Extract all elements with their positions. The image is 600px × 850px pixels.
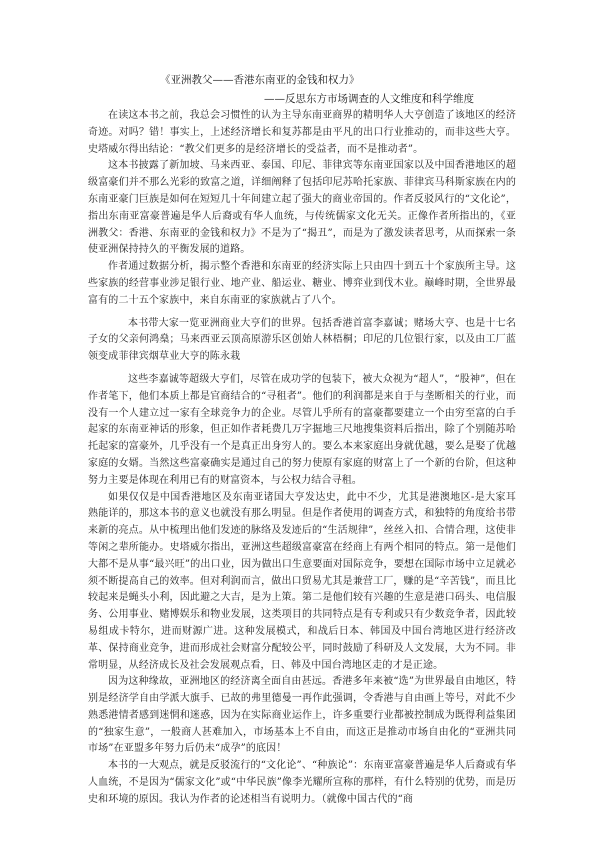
- paragraph: 本书的一大观点，就是反驳流行的“文化论”、“种族论”：东南亚富豪普遍是华人后裔或有华人血统，不是因为“儒家文化”或“中华民族”像李光耀所宣称的那样，有什么特别的优势，而是历史和环境的原因。我认为作者的论述相当有说明力。（就像中国古代的“商: [88, 760, 516, 805]
- paragraph: 本书带大家一览亚洲商业大亨们的世界。包括香港首富李嘉诚；赌场大亨、也是十七名子女的父亲何鸿燊；马来西亚云顶高原游乐区创始人林梧桐；印尼的几位银行家，以及由工厂蓝领变成菲律宾烟草业大亨的陈永栽: [88, 317, 516, 363]
- document-body: [88, 108, 516, 809]
- paragraph: 这些李嘉诚等超级大亨们，尽管在成功学的包装下，被大众视为“超人”，“股神”，但在作者笔下，他们本质上都是官商结合的“寻租者”。他们的利润都是来自于与垄断相关的行业，而没有一个人建立过一家有全球竞争力的企业。尽管儿乎所有的富豪都要建立一个由穷至富的白手起家的东南亚神话的形象，但正如作者耗费几万字掘地三尺地搜集资料后指出，除了个别随苏哈托起家的富豪外，几乎没有一个是真正出身穷人的。要么本来家庭出身就优越，要么是娶了优越家庭的女婿。当然这些富豪确实是通过自己的努力使原有家庭的财富上了一个新的台阶，但这种努力主要是体现在利用已有的财富资本，与公权力结合寻租。: [88, 373, 516, 486]
- paragraph: 在读这本书之前，我总会习惯性的认为主导东南亚商界的精明华人大亨创造了该地区的经济奇迹。对吗？错！事实上，上述经济增长和复苏都是由平凡的出口行业推动的，而非这些大亨。史塔威尔得出结论：“教父们更多的是经济增长的受益者，而不是推动者”。: [88, 110, 516, 155]
- document-subtitle: ——反思东方市场调查的人文维度和科学维度: [264, 93, 474, 105]
- document-title: 《亚洲教父——香港东南亚的金钱和权力》: [160, 74, 360, 86]
- paragraph: 作者通过数据分析，揭示整个香港和东南亚的经济实际上只由四十到五十个家族所主导。这些家族的经营事业涉足银行业、地产业、船运业、糖业、博弈业到伐木业。巅峰时期，全世界最富有的二十五个家族中，来自东南亚的家族就占了八个。: [88, 261, 516, 306]
- paragraph: 因为这种缘故，亚洲地区的经济离全面自由甚远。香港多年来被“选”为世界最自由地区，特别是经济学自由学派大旗手、已故的弗里德曼一再作此强调，令香港与自由画上等号，对此不少熟悉港情者感到迷惘和迷惑，因为在实际商业运作上，许多重要行业都被控制成为既得利益集团的“独家生意”，一般商人甚难加入，市场基本上不自由，而这正是推动市场自由化的“亚洲共同市场”在亚盟多年努力后仍未“成孕”的底因！: [88, 676, 516, 755]
- paragraph: 如果仅仅是中国香港地区及东南亚诸国大亨发达史，此中不少，尤其是港澳地区-是大家耳熟能详的，那这本书的意义也就没有那么明显。但是作者使用的调查方式，和独特的角度给书带来新的亮点。从中梳理出他们发迹的脉络及发迹后的“生活规律”，丝丝入扣、合情合理，这使非等闲之辈所能办。史塔威尔指出，亚洲这些超级富豪富在经商上有两个相同的特点。第一是他们大都不是从事“最兴旺”的出口业，因为做出口生意要面对国际竞争，要想在国际市场中立足就必须不断提高自己的效率。但对利润而言，做出口贸易尤其是兼营工厂，赚的是“辛苦钱”，而且比较起来是蝇头小利，因此避之大吉，是为上策。第二是他们较有兴趣的生意是港口码头、电信服务、公用事业、赌博娱乐和物业发展，这类项目的共同特点是有专利或只有少数竞争者，因此较易组成卡特尔，进而财源广进。这种发展模式，和战后日本、韩国及中国台湾地区进行经济改革、保持商业竞争，进而形成社会财富分配较公平，同时鼓励了科研及人文发展，大为不同。非常明显，从经济成长及社会发展观点看，日、韩及中国台湾地区走的才是正途。: [88, 491, 516, 671]
- paragraph: 这本书披露了新加坡、马来西亚、泰国、印尼、菲律宾等东南亚国家以及中国香港地区的超级富豪们并不那么光彩的致富之道，详细阐释了包括印尼苏哈托家族、菲律宾马科斯家族在内的东南亚豪门巨族是如何在短短几十年间建立起了强大的商业帝国的。作者反驳风行的“文化论”，指出东南亚富豪普遍是华人后裔或有华人血统，与传统儒家文化无关。正像作者所指出的，《亚洲教父：香港、东南亚的金钱和权力》不是为了“揭丑”，而是为了激发读者思考，从而探索一条使亚洲保持持久的平衡发展的道路。: [88, 160, 516, 256]
